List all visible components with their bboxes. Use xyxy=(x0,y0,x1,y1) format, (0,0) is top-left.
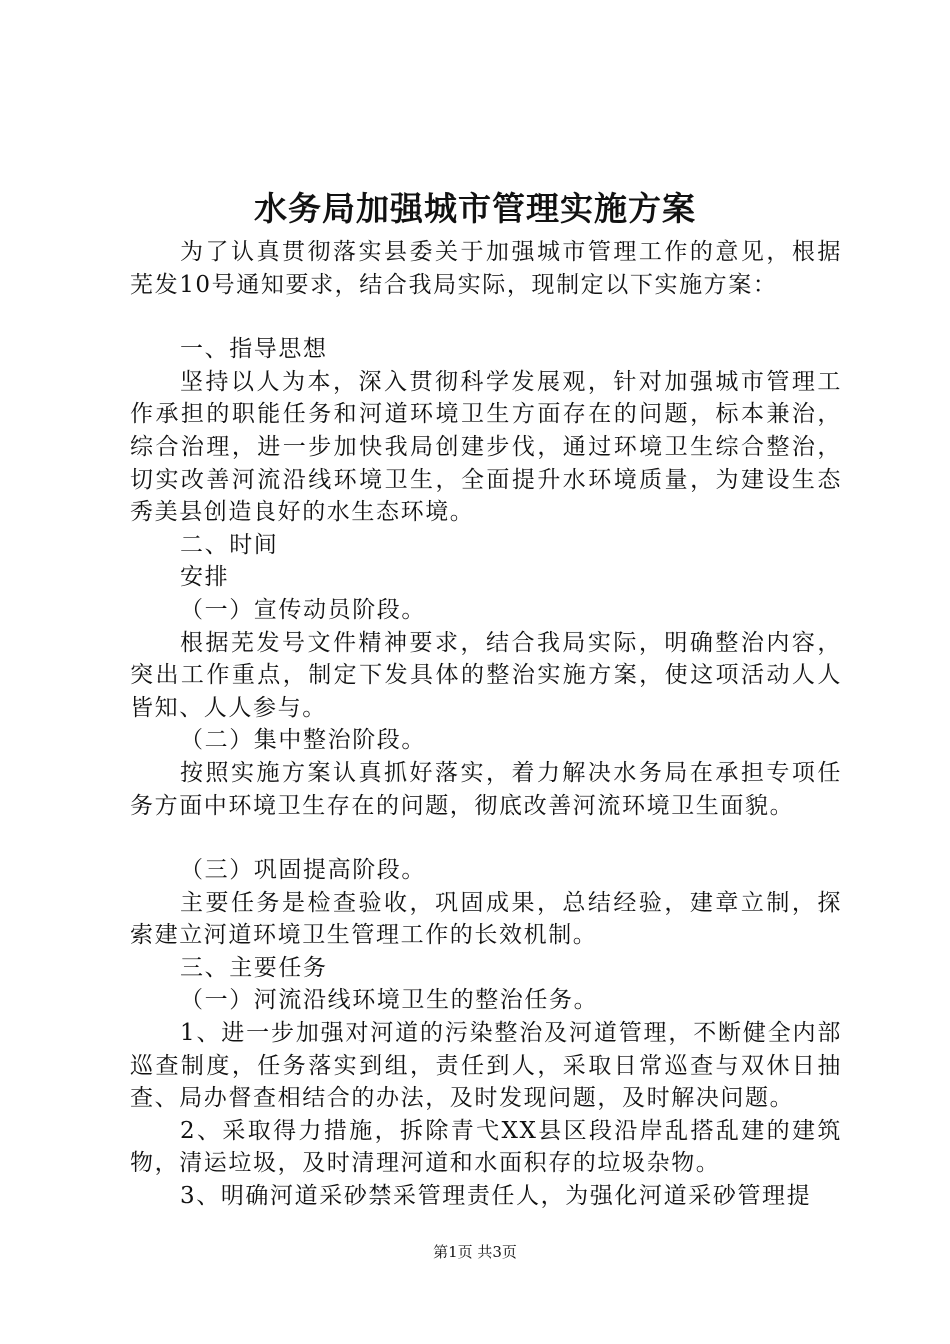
guiding-ideology-paragraph: 坚持以人为本，深入贯彻科学发展观，针对加强城市管理工作承担的职能任务和河道环境卫生方面存在的问题，标本兼治，综合治理，进一步加快我局创建步伐，通过环境卫生综合整治，切实改善河流沿线环境卫生，全面提升水环境质量，为建设生态秀美县创造良好的水生态环境。 xyxy=(130,368,842,526)
stage-consolidation-paragraph: 主要任务是检查验收，巩固成果，总结经验，建章立制，探索建立河道环境卫生管理工作的长效机制。 xyxy=(130,889,842,949)
section-heading-main-tasks: 三、主要任务 xyxy=(180,954,328,981)
document-title: 水务局加强城市管理实施方案 xyxy=(254,189,696,228)
task-heading-river-sanitation: （一）河流沿线环境卫生的整治任务。 xyxy=(180,987,599,1014)
stage-heading-rectification: （二）集中整治阶段。 xyxy=(180,727,426,754)
section-heading-time: 二、时间 xyxy=(180,531,279,558)
stage-publicity-paragraph: 根据芜发号文件精神要求，结合我局实际，明确整治内容，突出工作重点，制定下发具体的整治实施方案，使这项活动人人皆知、人人参与。 xyxy=(130,629,842,721)
intro-paragraph: 为了认真贯彻落实县委关于加强城市管理工作的意见，根据芜发10号通知要求，结合我局实际，现制定以下实施方案： xyxy=(130,239,842,298)
document-body xyxy=(130,236,842,1213)
paragraph-gap xyxy=(130,822,842,854)
stage-rectification-paragraph: 按照实施方案认真抓好落实，着力解决水务局在承担专项任务方面中环境卫生存在的问题，彻底改善河流环境卫生面貌。 xyxy=(130,759,842,819)
task-item-2: 2、采取得力措施，拆除青弋XX县区段沿岸乱搭乱建的建筑物，清运垃圾，及时清理河道和水面积存的垃圾杂物。 xyxy=(130,1117,842,1177)
page-footer: 第1页 共3页 xyxy=(433,1243,517,1261)
stage-heading-publicity: （一）宣传动员阶段。 xyxy=(180,596,426,623)
task-item-1: 1、进一步加强对河道的污染整治及河道管理，不断健全内部巡查制度，任务落实到组，责任到人，采取日常巡查与双休日抽查、局办督查相结合的办法，及时发现问题，及时解决问题。 xyxy=(130,1020,842,1112)
stage-heading-consolidation: （三）巩固提高阶段。 xyxy=(180,857,426,884)
task-item-3: 3、明确河道采砂禁采管理责任人，为强化河道采砂管理提 xyxy=(180,1183,812,1210)
section-heading-arrangement: 安排 xyxy=(180,564,230,591)
section-heading-guiding-ideology: 一、指导思想 xyxy=(180,336,328,363)
paragraph-gap xyxy=(130,301,842,333)
